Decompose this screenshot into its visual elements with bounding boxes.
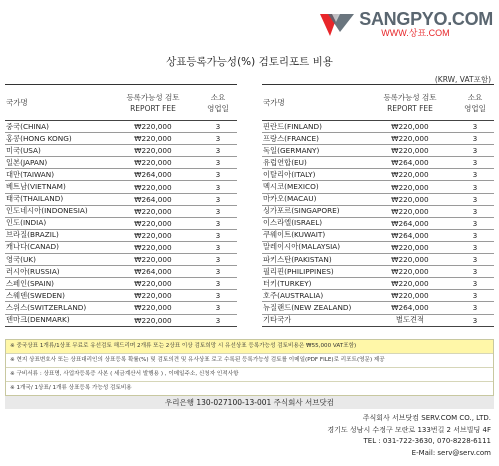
- country-cell: 중국(CHINA): [6, 121, 49, 131]
- logo-chevron-icon: [318, 10, 356, 40]
- fee-cell: ₩264,000: [134, 267, 172, 277]
- country-cell: 스위스(SWITZERLAND): [6, 302, 87, 312]
- fee-cell: ₩220,000: [134, 315, 172, 325]
- table-row: [262, 145, 494, 157]
- country-cell: 핀란드(FINLAND): [263, 121, 322, 131]
- fee-cell: ₩220,000: [391, 206, 429, 216]
- fee-cell: ₩220,000: [134, 158, 172, 168]
- table-row: [5, 242, 237, 254]
- country-cell: 미국(USA): [6, 145, 41, 155]
- country-cell: 말레이시아(MALAYSIA): [263, 242, 341, 252]
- fee-cell: ₩220,000: [134, 182, 172, 192]
- fee-cell: ₩220,000: [134, 303, 172, 313]
- country-cell: 뉴질랜드(NEW ZEALAND): [263, 302, 352, 312]
- days-cell: 3: [472, 303, 478, 313]
- country-cell: 독일(GERMANY): [263, 145, 320, 155]
- country-cell: 터키(TURKEY): [263, 278, 312, 288]
- fee-table-right: [262, 84, 494, 327]
- country-cell: 쿠웨이트(KUWAIT): [263, 230, 326, 240]
- days-cell: 3: [215, 255, 221, 265]
- table-row: [262, 290, 494, 302]
- brand-url[interactable]: WWW.상표.COM: [381, 28, 450, 38]
- table-row: [262, 266, 494, 278]
- table-row: [262, 278, 494, 290]
- note-item: ※ 구비서류 : 상표명, 사업자등록증 사본 ( 세금계산서 발행용 ) , 이메일주소, 신청자 인적사항: [6, 368, 493, 382]
- company-name: 주식회사 서브닷컴 SERV.COM CO., LTD.: [362, 414, 491, 422]
- days-cell: 3: [472, 182, 478, 192]
- days-cell: 3: [472, 134, 478, 144]
- days-cell: 3: [472, 218, 478, 228]
- days-cell: 3: [215, 242, 221, 252]
- table-row: [262, 254, 494, 266]
- table-row: [262, 206, 494, 218]
- days-cell: 3: [472, 158, 478, 168]
- fee-cell: ₩220,000: [391, 182, 429, 192]
- days-cell: 3: [215, 170, 221, 180]
- header-days-line1: 소요: [210, 92, 226, 102]
- note-item: ※ 현지 상표변호사 또는 상표대리인의 상표등록 확률(%) 및 검토의견 및 유사상표 로고 수록된 등록가능성 검토를 이메일(PDF FILE)로 리포트(영문) 제공: [6, 354, 493, 368]
- table-row: [5, 290, 237, 302]
- fee-cell: ₩220,000: [134, 146, 172, 156]
- country-cell: 대만(TAIWAN): [6, 169, 55, 179]
- days-cell: 3: [472, 315, 478, 325]
- table-row: [262, 218, 494, 230]
- table-row: [262, 133, 494, 145]
- table-row: [262, 121, 494, 133]
- country-cell: 스페인(SPAIN): [6, 278, 55, 288]
- country-cell: 베트남(VIETNAM): [6, 182, 66, 192]
- fee-cell: ₩220,000: [391, 255, 429, 265]
- header-fee: [107, 92, 199, 114]
- table-row: [262, 302, 494, 314]
- fee-cell: ₩264,000: [391, 303, 429, 313]
- days-cell: 3: [215, 291, 221, 301]
- country-cell: 태국(THAILAND): [6, 194, 64, 204]
- fee-cell: ₩220,000: [391, 122, 429, 132]
- country-cell: 일본(JAPAN): [6, 157, 48, 167]
- days-cell: 3: [215, 182, 221, 192]
- country-cell: 영국(UK): [6, 254, 36, 264]
- table-row: [5, 302, 237, 314]
- table-row: [5, 169, 237, 181]
- table-row: [5, 206, 237, 218]
- table-row: [5, 254, 237, 266]
- country-cell: 프랑스(FRANCE): [263, 133, 319, 143]
- table-row: [5, 145, 237, 157]
- country-cell: 싱가포르(SINGAPORE): [263, 206, 340, 216]
- header-country: 국가명: [263, 98, 285, 107]
- table-row: [5, 194, 237, 206]
- fee-cell: ₩220,000: [134, 218, 172, 228]
- notes-box: [5, 339, 494, 396]
- brand-name: SANGPYO.COM: [359, 9, 493, 29]
- header-days-line2: 영업일: [207, 103, 229, 113]
- days-cell: 3: [472, 267, 478, 277]
- days-cell: 3: [472, 279, 478, 289]
- country-cell: 유럽연합(EU): [263, 157, 307, 167]
- days-cell: 3: [215, 279, 221, 289]
- fee-cell: ₩220,000: [391, 291, 429, 301]
- days-cell: 3: [215, 315, 221, 325]
- days-cell: 3: [215, 206, 221, 216]
- fee-cell: ₩220,000: [134, 279, 172, 289]
- header-country: 국가명: [6, 98, 28, 107]
- table-body: [5, 121, 237, 327]
- header-days-line2: 영업일: [464, 103, 486, 113]
- days-cell: 3: [215, 303, 221, 313]
- days-cell: 3: [472, 122, 478, 132]
- table-row: [5, 121, 237, 133]
- days-cell: 3: [472, 170, 478, 180]
- fee-cell: ₩264,000: [391, 218, 429, 228]
- header-days: [199, 92, 237, 114]
- days-cell: 3: [215, 230, 221, 240]
- table-header: [5, 85, 237, 121]
- days-cell: 3: [472, 146, 478, 156]
- fee-cell: ₩220,000: [134, 291, 172, 301]
- table-row: [5, 230, 237, 242]
- fee-cell: ₩220,000: [134, 242, 172, 252]
- table-row: [5, 315, 237, 327]
- table-body: [262, 121, 494, 327]
- fee-cell: ₩264,000: [391, 158, 429, 168]
- country-cell: 인도(INDIA): [6, 218, 47, 228]
- days-cell: 3: [472, 291, 478, 301]
- country-cell: 이스라엘(ISRAEL): [263, 218, 323, 228]
- country-cell: 필리핀(PHILIPPINES): [263, 266, 334, 276]
- fee-cell: 별도견적: [395, 315, 425, 325]
- fee-cell: ₩220,000: [134, 134, 172, 144]
- country-cell: 러시아(RUSSIA): [6, 266, 60, 276]
- table-header: [262, 85, 494, 121]
- fee-cell: ₩220,000: [391, 267, 429, 277]
- days-cell: 3: [215, 146, 221, 156]
- days-cell: 3: [215, 158, 221, 168]
- table-row: [262, 194, 494, 206]
- header-fee: [364, 92, 456, 114]
- days-cell: 3: [472, 194, 478, 204]
- table-row: [262, 169, 494, 181]
- brand-logo: [318, 10, 493, 40]
- company-phone: TEL : 031-722-3630, 070-8228-6111: [363, 437, 491, 445]
- fee-cell: ₩264,000: [134, 194, 172, 204]
- bank-account: 우리은행 130-027100-13-001 주식회사 서브닷컴: [5, 396, 494, 409]
- country-cell: 마카오(MACAU): [263, 194, 317, 204]
- page-title: 상표등록가능성(%) 검토리포트 비용: [166, 56, 333, 68]
- fee-cell: ₩220,000: [134, 255, 172, 265]
- days-cell: 3: [215, 194, 221, 204]
- country-cell: 멕시코(MEXICO): [263, 182, 319, 192]
- days-cell: 3: [215, 134, 221, 144]
- table-row: [262, 242, 494, 254]
- table-row: [5, 218, 237, 230]
- days-cell: 3: [215, 122, 221, 132]
- fee-table-left: [5, 84, 237, 327]
- table-row: [5, 157, 237, 169]
- note-item: ※ 중국상표 1개류/1상표 무료로 유선검토 해드리며 2개류 또는 2상표 이상 검토희망 시 유선상표 등록가능성 검토비용은 ₩55,000 VAT포함): [6, 340, 493, 354]
- country-cell: 덴마크(DENMARK): [6, 315, 70, 325]
- country-cell: 캐나다(CANAD): [6, 242, 59, 252]
- fee-cell: ₩220,000: [391, 170, 429, 180]
- country-cell: 기타국가: [263, 315, 292, 325]
- days-cell: 3: [215, 218, 221, 228]
- country-cell: 스웨덴(SWEDEN): [6, 290, 65, 300]
- fee-cell: ₩220,000: [391, 279, 429, 289]
- table-row: [262, 157, 494, 169]
- table-row: [5, 278, 237, 290]
- header-fee-line1: 등록가능성 검토: [383, 92, 437, 102]
- table-row: [5, 266, 237, 278]
- country-cell: 브라질(BRAZIL): [6, 230, 59, 240]
- table-row: [262, 181, 494, 193]
- table-row: [262, 230, 494, 242]
- company-info: [327, 413, 491, 459]
- fee-cell: ₩220,000: [134, 206, 172, 216]
- header-fee-line2: REPORT FEE: [387, 103, 433, 113]
- fee-cell: ₩220,000: [391, 194, 429, 204]
- fee-cell: ₩220,000: [391, 134, 429, 144]
- header-fee-line1: 등록가능성 검토: [126, 92, 180, 102]
- table-row: [5, 181, 237, 193]
- note-item: ※ 1개국/ 1상표/ 1개류 상표등록 가능성 검토비용: [10, 385, 132, 391]
- header-days: [456, 92, 494, 114]
- header-days-line1: 소요: [467, 92, 483, 102]
- fee-cell: ₩220,000: [391, 242, 429, 252]
- days-cell: 3: [215, 267, 221, 277]
- days-cell: 3: [472, 206, 478, 216]
- table-row: [5, 133, 237, 145]
- country-cell: 홍콩(HONG KONG): [6, 133, 72, 143]
- currency-note: (KRW, VAT포함): [434, 75, 491, 84]
- fee-cell: ₩220,000: [391, 146, 429, 156]
- fee-cell: ₩264,000: [134, 170, 172, 180]
- country-cell: 인도네시아(INDONESIA): [6, 206, 88, 216]
- header-fee-line2: REPORT FEE: [130, 103, 176, 113]
- country-cell: 이탈리아(ITALY): [263, 169, 316, 179]
- fee-cell: ₩220,000: [134, 122, 172, 132]
- country-cell: 파키스탄(PAKISTAN): [263, 254, 332, 264]
- days-cell: 3: [472, 230, 478, 240]
- fee-cell: ₩220,000: [134, 230, 172, 240]
- days-cell: 3: [472, 255, 478, 265]
- company-email[interactable]: E-Mail: serv@serv.com: [411, 448, 491, 457]
- fee-cell: ₩264,000: [391, 230, 429, 240]
- days-cell: 3: [472, 242, 478, 252]
- table-row: [262, 315, 494, 327]
- country-cell: 호주(AUSTRALIA): [263, 290, 324, 300]
- company-address: 경기도 성남시 수정구 모란로 133번길 2 서브빌딩 4F: [327, 425, 491, 434]
